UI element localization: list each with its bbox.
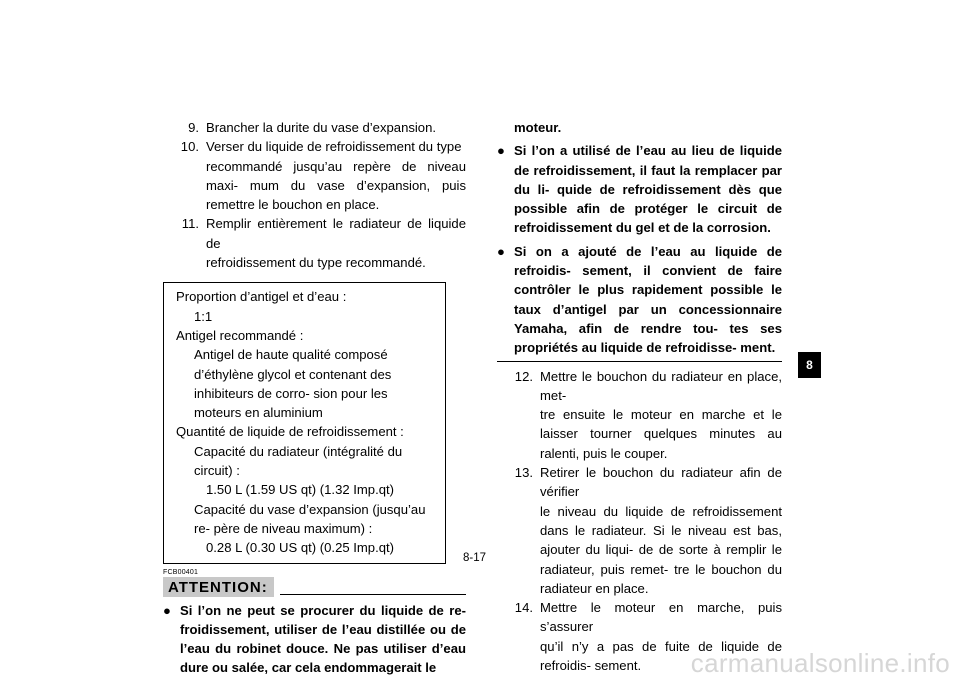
radiator-capacity-label: Capacité du radiateur (intégralité du circuit) : bbox=[194, 443, 403, 479]
coolant-spec-box bbox=[163, 282, 446, 563]
step-10 bbox=[163, 137, 466, 214]
attention-label: ATTENTION: bbox=[163, 577, 274, 597]
right-column bbox=[497, 118, 782, 675]
step-text-first-line: Remplir entièrement le radiateur de liquide de bbox=[206, 216, 466, 251]
step-11 bbox=[163, 214, 466, 272]
warning-replace-water bbox=[497, 141, 782, 237]
watermark: carmanualsonline.info bbox=[690, 648, 950, 678]
warning-distilled-water bbox=[163, 601, 466, 678]
chapter-tab: 8 bbox=[798, 352, 821, 378]
left-column bbox=[163, 118, 466, 678]
step-text: Brancher la durite du vase d’expansion. bbox=[206, 120, 437, 135]
bullet-icon: ● bbox=[497, 243, 505, 259]
antifreeze-label: Antigel recommandé : bbox=[176, 327, 304, 343]
radiator-capacity-value: 1.50 L (1.59 US qt) (1.32 Imp.qt) bbox=[206, 482, 395, 498]
warning-text: Si on a ajouté de l’eau au liquide de refroidis- sement, il convient de faire contrôler le plus rapidement possible le taux d’antigel par un concessionnaire Yamaha, afin de rendre tou- tes ses propriétés au liquide de refroidisse- ment. bbox=[514, 243, 782, 356]
step-number: 13. bbox=[514, 465, 533, 481]
step-text-first-line: Verser du liquide de refroidissement du type bbox=[206, 139, 462, 155]
ratio-value: 1:1 bbox=[194, 308, 213, 324]
warning-distilled-water-continued bbox=[497, 118, 782, 137]
step-text-first-line: Mettre le bouchon du radiateur en place, met- bbox=[540, 368, 782, 403]
reservoir-capacity-value: 0.28 L (0.30 US qt) (0.25 Imp.qt) bbox=[206, 540, 395, 556]
step-number: 14. bbox=[514, 600, 533, 616]
ratio-label: Proportion d’antigel et d’eau : bbox=[176, 289, 347, 305]
step-12 bbox=[497, 367, 782, 463]
quantity-label: Quantité de liquide de refroidissement : bbox=[176, 424, 404, 440]
warning-text: Si l’on a utilisé de l’eau au lieu de liquide de refroidissement, il faut la remplacer par du li- quide de refroidissement dès que possible afin de protéger le circuit de refroidissement du gel et de la corrosion. bbox=[514, 143, 782, 236]
attention-end-rule bbox=[497, 361, 782, 362]
step-13 bbox=[497, 463, 782, 598]
step-number: 10. bbox=[180, 139, 199, 155]
reference-code: FCB00401 bbox=[163, 568, 199, 576]
attention-rule bbox=[280, 594, 466, 595]
step-text-rest: qu’il n’y a pas de fuite de liquide de refroidis- sement. bbox=[540, 638, 782, 674]
warning-text: Si l’on ne peut se procurer du liquide de re- froidissement, utiliser de l’eau distillée ou de l’eau du robinet douce. Ne pas utiliser d’eau dure ou salée, car cela endommagerait le bbox=[180, 602, 466, 676]
step-text-rest: le niveau du liquide de refroidissement dans le radiateur. Si le niveau est bas, ajouter du liqui- de de sorte à remplir le radiateur, puis remet- tre le bouchon du radiateur en place. bbox=[540, 503, 782, 596]
warning-text: moteur. bbox=[514, 120, 562, 135]
step-text-rest: recommandé jusqu’au repère de niveau maxi- mum du vase d’expansion, puis remettre le bouchon en place. bbox=[206, 158, 466, 213]
step-number: 12. bbox=[514, 368, 533, 384]
antifreeze-value: Antigel de haute qualité composé d’éthylène glycol et contenant des inhibiteurs de corro- sion pour les moteurs en aluminium bbox=[194, 347, 392, 421]
step-number: 11. bbox=[181, 216, 199, 232]
step-9 bbox=[163, 118, 466, 137]
step-text-rest: tre ensuite le moteur en marche et le laisser tourner quelques minutes au ralenti, puis le couper. bbox=[540, 407, 782, 461]
reservoir-capacity-label: Capacité du vase d’expansion (jusqu’au re- père de niveau maximum) : bbox=[194, 501, 426, 536]
bullet-icon: ● bbox=[497, 143, 505, 159]
page-number: 8-17 bbox=[463, 552, 487, 564]
step-text-rest: refroidissement du type recommandé. bbox=[206, 255, 426, 271]
warning-check-antifreeze bbox=[497, 242, 782, 358]
bullet-icon: ● bbox=[163, 602, 171, 618]
step-text-first-line: Retirer le bouchon du radiateur afin de vérifier bbox=[540, 465, 782, 500]
step-text-first-line: Mettre le moteur en marche, puis s’assurer bbox=[540, 600, 782, 635]
attention-header bbox=[163, 577, 466, 597]
step-number: 9. bbox=[188, 120, 199, 135]
